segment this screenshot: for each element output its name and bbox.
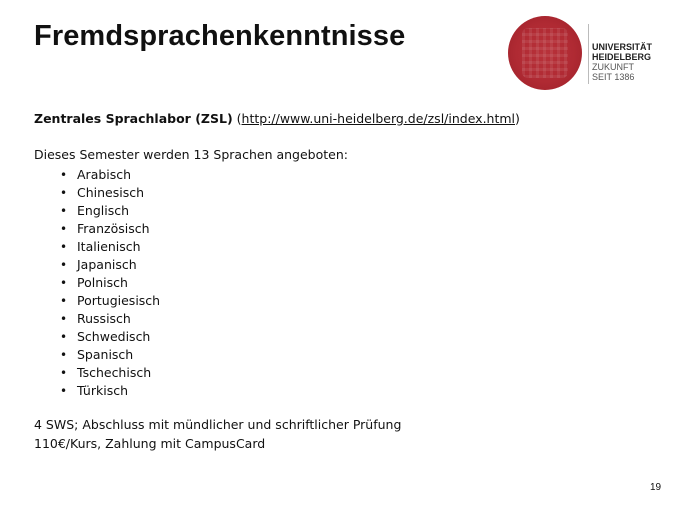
zsl-link[interactable]: http://www.uni-heidelberg.de/zsl/index.html	[241, 111, 516, 126]
slide-title: Fremdsprachenkenntnisse	[34, 20, 406, 52]
bullet-icon: •	[60, 348, 68, 362]
language-list	[60, 166, 160, 400]
language-name: Türkisch	[77, 383, 129, 398]
bullet-icon: •	[60, 330, 68, 344]
university-logo	[508, 14, 658, 94]
language-item	[60, 166, 160, 184]
bullet-icon: •	[60, 366, 68, 380]
language-name: Portugiesisch	[77, 293, 161, 308]
language-item	[60, 310, 160, 328]
language-name: Arabisch	[77, 167, 132, 182]
language-item	[60, 184, 160, 202]
bullet-icon: •	[60, 186, 68, 200]
bullet-icon: •	[60, 204, 68, 218]
university-seal-icon	[508, 16, 582, 90]
footer-line-1: 4 SWS; Abschluss mit mündlicher und schriftlicher Prüfung	[34, 417, 402, 432]
language-name: Tschechisch	[77, 365, 152, 380]
language-item	[60, 364, 160, 382]
language-name: Japanisch	[77, 257, 137, 272]
language-name: Chinesisch	[77, 185, 145, 200]
language-name: Polnisch	[77, 275, 128, 290]
language-name: Französisch	[77, 221, 150, 236]
logo-line-1: UNIVERSITÄT	[592, 42, 653, 52]
language-item	[60, 220, 160, 238]
page-number: 19	[650, 482, 662, 493]
language-name: Spanisch	[77, 347, 134, 362]
section-heading	[34, 111, 520, 126]
section-label: Zentrales Sprachlabor (ZSL)	[34, 111, 233, 126]
language-item	[60, 256, 160, 274]
bullet-icon: •	[60, 312, 68, 326]
bullet-icon: •	[60, 294, 68, 308]
bullet-icon: •	[60, 258, 68, 272]
logo-divider	[588, 24, 589, 84]
language-item	[60, 328, 160, 346]
logo-line-2: HEIDELBERG	[592, 52, 652, 62]
language-item	[60, 274, 160, 292]
language-item	[60, 382, 160, 400]
language-item	[60, 346, 160, 364]
language-item	[60, 238, 160, 256]
open-paren: (	[232, 111, 242, 126]
language-name: Schwedisch	[77, 329, 151, 344]
language-item	[60, 292, 160, 310]
footer-line-2: 110€/Kurs, Zahlung mit CampusCard	[34, 436, 266, 451]
bullet-icon: •	[60, 222, 68, 236]
bullet-icon: •	[60, 168, 68, 182]
language-name: Englisch	[77, 203, 130, 218]
bullet-icon: •	[60, 384, 68, 398]
bullet-icon: •	[60, 240, 68, 254]
logo-line-3: ZUKUNFT	[592, 62, 634, 72]
logo-wordmark	[592, 42, 652, 82]
bullet-icon: •	[60, 276, 68, 290]
language-name: Italienisch	[77, 239, 141, 254]
logo-line-4: SEIT 1386	[592, 72, 635, 82]
close-paren: )	[515, 111, 520, 126]
language-item	[60, 202, 160, 220]
language-name: Russisch	[77, 311, 131, 326]
intro-text: Dieses Semester werden 13 Sprachen angeboten:	[34, 147, 348, 162]
